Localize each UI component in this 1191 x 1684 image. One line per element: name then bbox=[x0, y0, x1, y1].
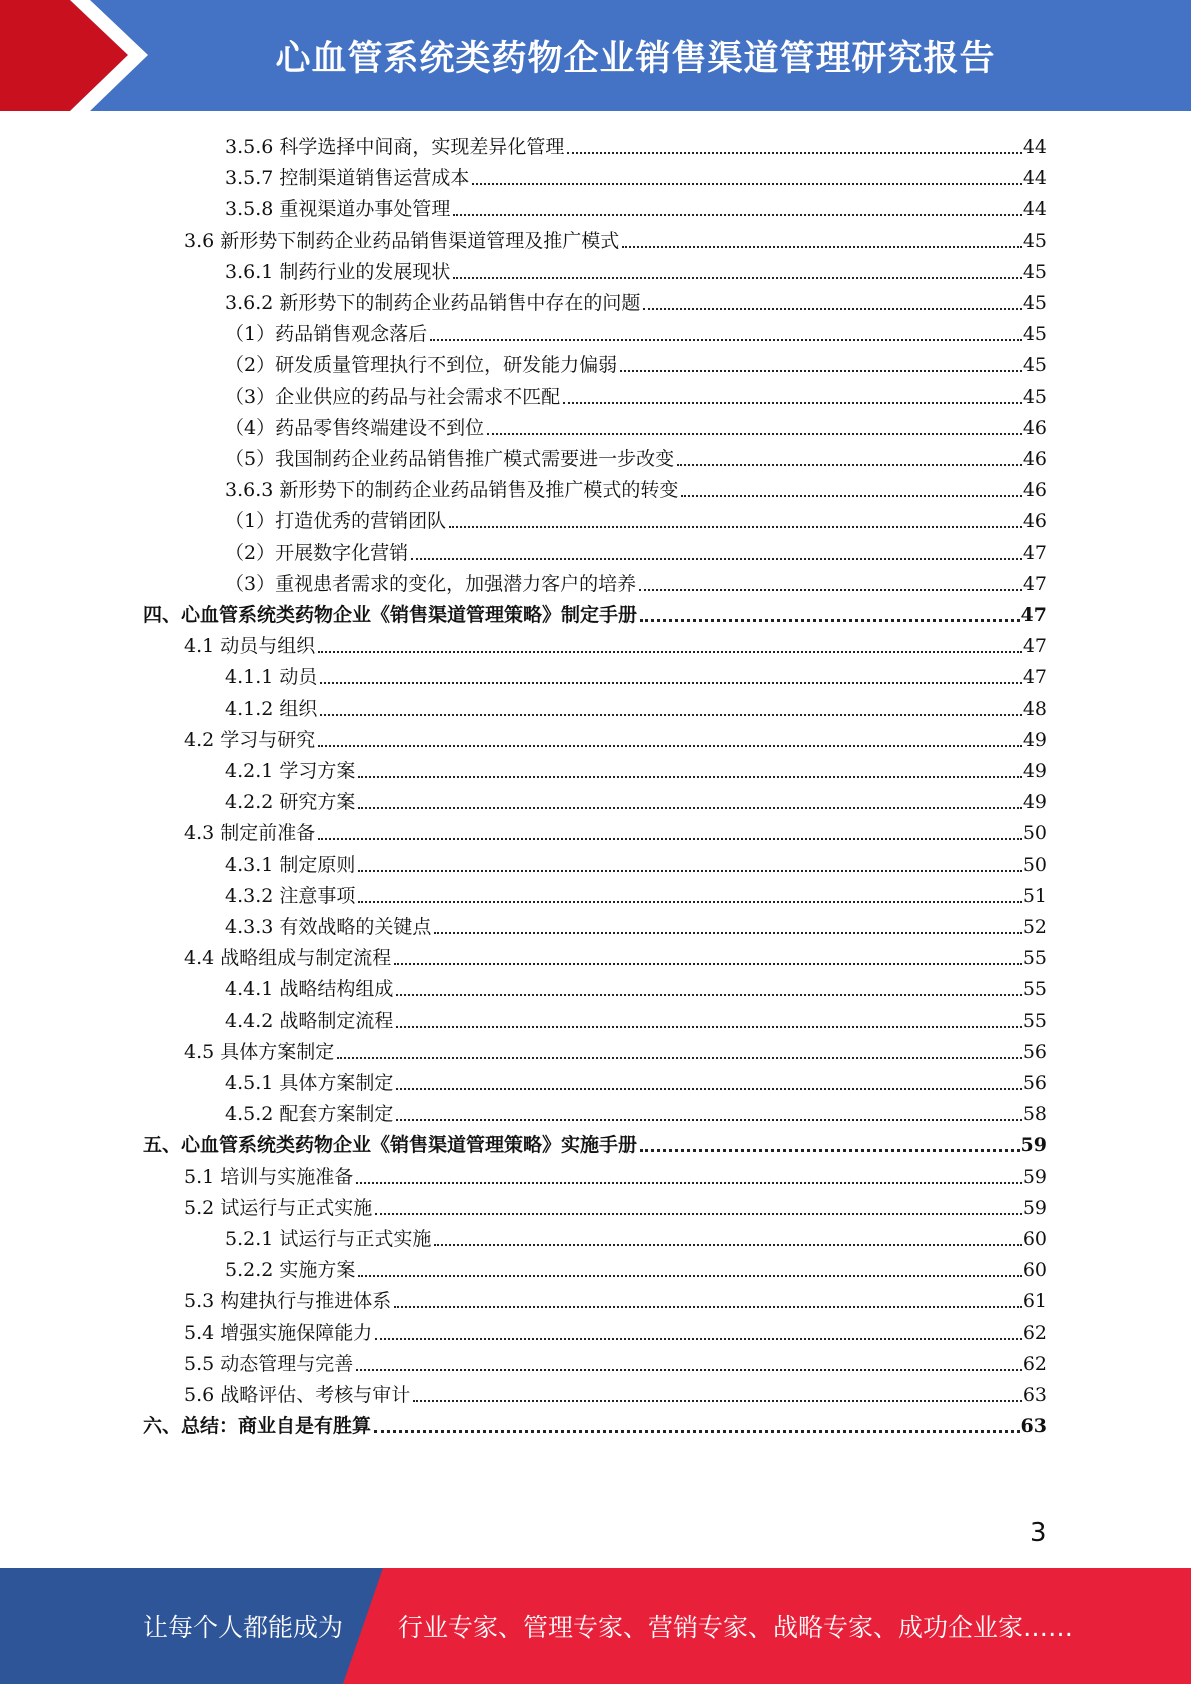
header-chevron-icon bbox=[0, 0, 160, 111]
toc-dot-leader bbox=[567, 152, 1021, 154]
toc-entry-label: 3.6.3 新形势下的制药企业药品销售及推广模式的转变 bbox=[225, 479, 679, 502]
toc-entry-label: 4.1 动员与组织 bbox=[184, 635, 316, 658]
toc-entry-page: 61 bbox=[1022, 1290, 1047, 1313]
toc-dot-leader bbox=[396, 1088, 1021, 1090]
toc-entry-label: 4.1.1 动员 bbox=[225, 666, 318, 689]
toc-entry-label: 四、心血管系统类药物企业《销售渠道管理策略》制定手册 bbox=[143, 604, 638, 626]
toc-dot-leader bbox=[396, 1119, 1021, 1121]
toc-entry[interactable] bbox=[225, 658, 1047, 689]
toc-entry-page: 48 bbox=[1022, 697, 1047, 720]
toc-entry-label: （2）开展数字化营销 bbox=[225, 541, 409, 564]
toc-entry-page: 56 bbox=[1022, 1072, 1047, 1094]
toc-entry-label: 五、心血管系统类药物企业《销售渠道管理策略》实施手册 bbox=[143, 1134, 638, 1157]
toc-entry-label: 5.5 动态管理与完善 bbox=[184, 1352, 354, 1375]
toc-dot-leader bbox=[394, 1306, 1022, 1308]
toc-entry[interactable] bbox=[184, 1033, 1047, 1064]
toc-dot-leader bbox=[640, 1149, 1020, 1152]
toc-entry-label: （1）打造优秀的营销团队 bbox=[225, 510, 447, 533]
toc-entry-label: 4.5 具体方案制定 bbox=[184, 1040, 335, 1063]
toc-entry-page: 49 bbox=[1022, 728, 1047, 751]
toc-entry-page: 55 bbox=[1022, 978, 1047, 1001]
toc-dot-leader bbox=[318, 838, 1022, 840]
toc-entry-page: 44 bbox=[1022, 198, 1047, 221]
toc-dot-leader bbox=[358, 901, 1021, 903]
toc-dot-leader bbox=[622, 246, 1022, 248]
toc-entry-page: 45 bbox=[1022, 292, 1047, 314]
toc-entry-label: 4.4.2 战略制定流程 bbox=[225, 1009, 394, 1032]
toc-entry-page: 47 bbox=[1020, 604, 1047, 626]
toc-dot-leader bbox=[453, 277, 1021, 279]
toc-entry-page: 47 bbox=[1022, 541, 1047, 564]
toc-dot-leader bbox=[396, 994, 1021, 996]
toc-entry-page: 49 bbox=[1022, 760, 1047, 782]
toc-entry[interactable] bbox=[225, 159, 1047, 190]
toc-entry-page: 55 bbox=[1022, 1009, 1047, 1032]
toc-dot-leader bbox=[318, 745, 1022, 747]
toc-entry[interactable] bbox=[184, 627, 1047, 658]
toc-dot-leader bbox=[430, 339, 1022, 341]
footer-slogan-left: 让每个人都能成为 bbox=[143, 1613, 344, 1642]
toc-entry-page: 50 bbox=[1022, 822, 1047, 845]
toc-entry-label: 4.3.2 注意事项 bbox=[225, 884, 356, 907]
toc-entry[interactable] bbox=[225, 346, 1047, 377]
toc-dot-leader bbox=[434, 1244, 1021, 1246]
toc-dot-leader bbox=[394, 963, 1022, 965]
toc-entry-page: 45 bbox=[1022, 323, 1047, 346]
toc-entry[interactable] bbox=[225, 690, 1047, 721]
toc-entry[interactable] bbox=[225, 1064, 1047, 1095]
toc-entry-label: 5.3 构建执行与推进体系 bbox=[184, 1290, 392, 1313]
toc-dot-leader bbox=[358, 807, 1021, 809]
toc-entry[interactable] bbox=[225, 846, 1047, 877]
toc-entry[interactable] bbox=[225, 315, 1047, 346]
toc-entry-page: 45 bbox=[1022, 385, 1047, 408]
toc-entry-page: 59 bbox=[1022, 1165, 1047, 1188]
toc-entry-label: 4.5.2 配套方案制定 bbox=[225, 1103, 394, 1126]
toc-entry-page: 46 bbox=[1022, 510, 1047, 533]
toc-entry-label: 5.2.2 实施方案 bbox=[225, 1259, 356, 1282]
toc-entry-page: 58 bbox=[1022, 1103, 1047, 1126]
toc-entry-page: 46 bbox=[1022, 416, 1047, 439]
toc-dot-leader bbox=[413, 1400, 1022, 1402]
toc-entry[interactable] bbox=[184, 1345, 1047, 1376]
toc-entry[interactable] bbox=[225, 190, 1047, 221]
toc-entry-page: 51 bbox=[1022, 884, 1047, 907]
toc-entry-label: （1）药品销售观念落后 bbox=[225, 323, 428, 346]
toc-entry[interactable] bbox=[143, 1407, 1047, 1438]
toc-entry-page: 45 bbox=[1022, 229, 1047, 252]
toc-entry-label: 4.3 制定前准备 bbox=[184, 822, 316, 845]
toc-entry-label: 4.2.1 学习方案 bbox=[225, 760, 356, 782]
toc-entry-label: 5.4 增强实施保障能力 bbox=[184, 1321, 373, 1344]
toc-dot-leader bbox=[358, 776, 1021, 778]
toc-entry-label: （2）研发质量管理执行不到位，研发能力偏弱 bbox=[225, 354, 618, 377]
toc-entry[interactable] bbox=[184, 1189, 1047, 1220]
toc-dot-leader bbox=[337, 1057, 1022, 1059]
toc-entry-label: 3.5.8 重视渠道办事处管理 bbox=[225, 198, 451, 221]
header-title: 心血管系统类药物企业销售渠道管理研究报告 bbox=[275, 38, 996, 79]
toc-entry-page: 44 bbox=[1022, 136, 1047, 158]
toc-dot-leader bbox=[677, 464, 1022, 466]
toc-entry-label: 3.6 新形势下制药企业药品销售渠道管理及推广模式 bbox=[184, 229, 620, 252]
toc-entry-label: 4.3.3 有效战略的关键点 bbox=[225, 916, 432, 938]
toc-entry-label: 3.5.7 控制渠道销售运营成本 bbox=[225, 167, 470, 190]
toc-dot-leader bbox=[318, 651, 1022, 653]
toc-entry[interactable] bbox=[225, 1251, 1047, 1282]
toc-dot-leader bbox=[487, 433, 1022, 435]
toc-entry-label: 3.6.2 新形势下的制药企业药品销售中存在的问题 bbox=[225, 292, 641, 314]
toc-entry-label: 5.2 试运行与正式实施 bbox=[184, 1196, 373, 1219]
toc-entry-label: 4.2 学习与研究 bbox=[184, 728, 316, 751]
toc-entry-page: 62 bbox=[1022, 1352, 1047, 1375]
toc-entry[interactable] bbox=[184, 1314, 1047, 1345]
toc-entry-label: 4.4.1 战略结构组成 bbox=[225, 978, 394, 1001]
page-header bbox=[0, 0, 1191, 111]
toc-entry-label: （3）重视患者需求的变化，加强潜力客户的培养 bbox=[225, 572, 637, 595]
toc-entry-label: 4.5.1 具体方案制定 bbox=[225, 1072, 394, 1094]
toc-entry-page: 59 bbox=[1020, 1134, 1047, 1157]
toc-entry-page: 56 bbox=[1022, 1040, 1047, 1063]
toc-dot-leader bbox=[374, 1430, 1020, 1433]
toc-dot-leader bbox=[356, 1182, 1022, 1184]
toc-dot-leader bbox=[375, 1213, 1022, 1215]
toc-entry-page: 49 bbox=[1022, 791, 1047, 814]
toc-entry-page: 59 bbox=[1022, 1196, 1047, 1219]
toc-entry-page: 63 bbox=[1022, 1384, 1047, 1406]
toc-entry[interactable] bbox=[225, 253, 1047, 284]
toc-entry-label: 4.2.2 研究方案 bbox=[225, 791, 356, 814]
toc-entry[interactable] bbox=[184, 222, 1047, 253]
toc-entry-page: 60 bbox=[1022, 1228, 1047, 1250]
toc-entry-label: 3.6.1 制药行业的发展现状 bbox=[225, 260, 451, 283]
toc-dot-leader bbox=[375, 1338, 1022, 1340]
toc-dot-leader bbox=[434, 932, 1021, 934]
toc-entry-page: 46 bbox=[1022, 448, 1047, 470]
toc-entry-label: 3.5.6 科学选择中间商，实现差异化管理 bbox=[225, 136, 565, 158]
toc-entry-label: （5）我国制药企业药品销售推广模式需要进一步改变 bbox=[225, 448, 675, 470]
toc-entry[interactable] bbox=[184, 814, 1047, 845]
toc-entry-label: （3）企业供应的药品与社会需求不匹配 bbox=[225, 385, 561, 408]
toc-entry[interactable] bbox=[184, 939, 1047, 970]
toc-entry[interactable] bbox=[225, 752, 1047, 783]
toc-entry-label: （4）药品零售终端建设不到位 bbox=[225, 416, 485, 439]
toc-entry[interactable] bbox=[225, 284, 1047, 315]
toc-dot-leader bbox=[320, 714, 1021, 716]
toc-entry[interactable] bbox=[225, 1002, 1047, 1033]
toc-dot-leader bbox=[563, 402, 1022, 404]
toc-entry-page: 47 bbox=[1022, 572, 1047, 595]
toc-dot-leader bbox=[320, 682, 1021, 684]
toc-entry-page: 60 bbox=[1022, 1259, 1047, 1282]
toc-entry[interactable] bbox=[225, 471, 1047, 502]
toc-entry-page: 44 bbox=[1022, 167, 1047, 190]
toc-entry[interactable] bbox=[225, 409, 1047, 440]
toc-dot-leader bbox=[643, 308, 1021, 310]
toc-entry[interactable] bbox=[225, 534, 1047, 565]
toc-entry-label: 5.6 战略评估、考核与审计 bbox=[184, 1384, 411, 1406]
toc-entry[interactable] bbox=[184, 1376, 1047, 1407]
toc-entry[interactable] bbox=[225, 128, 1047, 159]
toc-entry[interactable] bbox=[225, 783, 1047, 814]
toc-entry-label: 5.2.1 试运行与正式实施 bbox=[225, 1228, 432, 1250]
toc-entry[interactable] bbox=[225, 908, 1047, 939]
toc-entry[interactable] bbox=[143, 596, 1047, 627]
toc-dot-leader bbox=[356, 1369, 1022, 1371]
toc-entry[interactable] bbox=[225, 1095, 1047, 1126]
toc-dot-leader bbox=[358, 870, 1021, 872]
page-footer bbox=[0, 1568, 1191, 1684]
toc-entry-page: 63 bbox=[1020, 1415, 1047, 1438]
toc-entry[interactable] bbox=[225, 502, 1047, 533]
page-number: 3 bbox=[1030, 1518, 1047, 1548]
toc-entry[interactable] bbox=[184, 1282, 1047, 1313]
toc-entry-page: 62 bbox=[1022, 1321, 1047, 1344]
toc-dot-leader bbox=[453, 214, 1021, 216]
toc-dot-leader bbox=[411, 558, 1022, 560]
toc-dot-leader bbox=[639, 589, 1022, 591]
toc-entry-page: 50 bbox=[1022, 853, 1047, 876]
toc-entry-page: 45 bbox=[1022, 260, 1047, 283]
toc-entry-page: 55 bbox=[1022, 947, 1047, 970]
toc-entry[interactable] bbox=[225, 970, 1047, 1001]
toc-entry-page: 47 bbox=[1022, 666, 1047, 689]
toc-dot-leader bbox=[472, 183, 1021, 185]
toc-dot-leader bbox=[449, 526, 1022, 528]
toc-entry[interactable] bbox=[225, 1220, 1047, 1251]
toc-dot-leader bbox=[358, 1275, 1021, 1277]
toc-entry-label: 4.3.1 制定原则 bbox=[225, 853, 356, 876]
toc-entry-page: 46 bbox=[1022, 479, 1047, 502]
toc-dot-leader bbox=[640, 619, 1020, 622]
toc-entry-page: 45 bbox=[1022, 354, 1047, 377]
toc-dot-leader bbox=[396, 1026, 1021, 1028]
toc-entry-label: 5.1 培训与实施准备 bbox=[184, 1165, 354, 1188]
toc-entry-page: 47 bbox=[1022, 635, 1047, 658]
toc-entry[interactable] bbox=[143, 1126, 1047, 1157]
toc-entry-label: 4.4 战略组成与制定流程 bbox=[184, 947, 392, 970]
toc-dot-leader bbox=[620, 370, 1022, 372]
toc-dot-leader bbox=[681, 495, 1021, 497]
toc-entry[interactable] bbox=[184, 721, 1047, 752]
toc-entry[interactable] bbox=[225, 877, 1047, 908]
footer-slogan-right: 行业专家、管理专家、营销专家、战略专家、成功企业家…… bbox=[398, 1613, 1074, 1642]
toc-entry[interactable] bbox=[225, 565, 1047, 596]
toc-entry[interactable] bbox=[184, 1158, 1047, 1189]
toc-entry-label: 4.1.2 组织 bbox=[225, 697, 318, 720]
toc-entry[interactable] bbox=[225, 378, 1047, 409]
toc-entry-page: 52 bbox=[1022, 916, 1047, 938]
toc-entry[interactable] bbox=[225, 440, 1047, 471]
toc-entry-label: 六、总结：商业自是有胜算 bbox=[143, 1415, 372, 1438]
